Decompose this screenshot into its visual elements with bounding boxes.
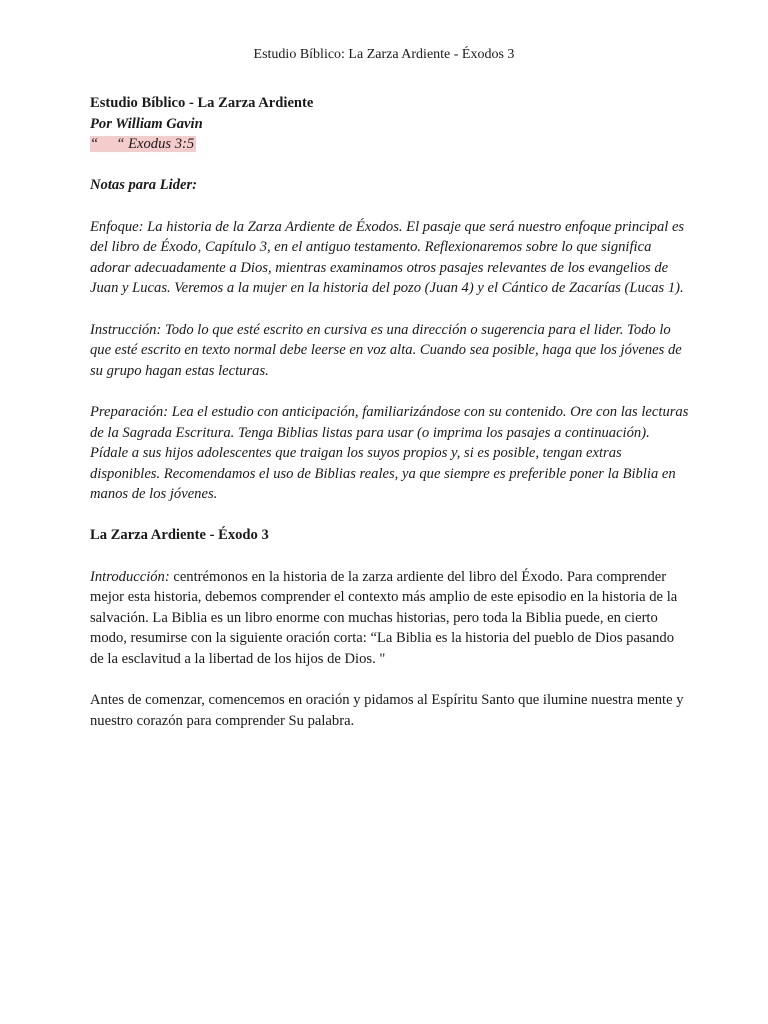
section-heading: La Zarza Ardiente - Éxodo 3 [90, 527, 269, 544]
verse-reference: “ “ Exodus 3:5 [90, 136, 195, 153]
preparation-paragraph: Preparación: Lea el estudio con anticipación, familiarizándose con su contenido. Ore con las lecturas de la Sagrada Escritura. Tenga Biblias listas para usar (o imprima los pasajes a continuación). Pídale a sus hijos adolescentes que traigan los suyos propios y, si es posible, tengan extras disponibles. Recomendamos el uso de Biblias reales, ya que siempre es preferible poner la Biblia en manos de los jóvenes. [90, 403, 689, 503]
introduction-label: Introducción: [90, 568, 170, 585]
prayer-paragraph: Antes de comenzar, comencemos en oración y pidamos al Espíritu Santo que ilumine nuestra mente y nuestro corazón para comprender Su palabra. [90, 692, 684, 729]
document-title: Estudio Bíblico - La Zarza Ardiente [90, 95, 314, 111]
focus-paragraph: Enfoque: La historia de la Zarza Ardiente de Éxodos. El pasaje que será nuestro enfoque principal es del libro de Éxodo, Capítulo 3, en el antiguo testamento. Reflexionaremos sobre lo que significa adorar adecuadamente a Dios, mientras examinamos otros pasajes relevantes de los evangelios de Juan y Lucas. Veremos a la mujer en la historia del pozo (Juan 4) y el Cántico de Zacarías (Lucas 1). [90, 218, 685, 297]
introduction-text: centrémonos en la historia de la zarza ardiente del libro del Éxodo. Para comprender mejor esta historia, debemos comprender el contexto más amplio de este episodio en la historia de la salvación. La Biblia es un libro enorme con muchas historias, pero toda la Biblia puede, en cierto modo, resumirse con la siguiente oración corta: “La Biblia es la historia del pueblo de Dios pasando de la esclavitud a la libertad de los hijos de Dios. " [90, 568, 678, 668]
leader-notes-heading: Notas para Lider: [90, 177, 198, 194]
verse-reference-line [90, 134, 690, 155]
instruction-paragraph: Instrucción: Todo lo que esté escrito en cursiva es una dirección o sugerencia para el lider. Todo lo que esté escrito en texto normal debe leerse en voz alta. Cuando sea posible, haga que los jóvenes de su grupo hagan estas lecturas. [90, 321, 682, 379]
author-line: Por William Gavin [90, 115, 203, 132]
document-body [90, 93, 690, 731]
introduction-paragraph [90, 567, 690, 670]
running-header: Estudio Bíblico: La Zarza Ardiente - Éxodos 3 [253, 47, 515, 62]
